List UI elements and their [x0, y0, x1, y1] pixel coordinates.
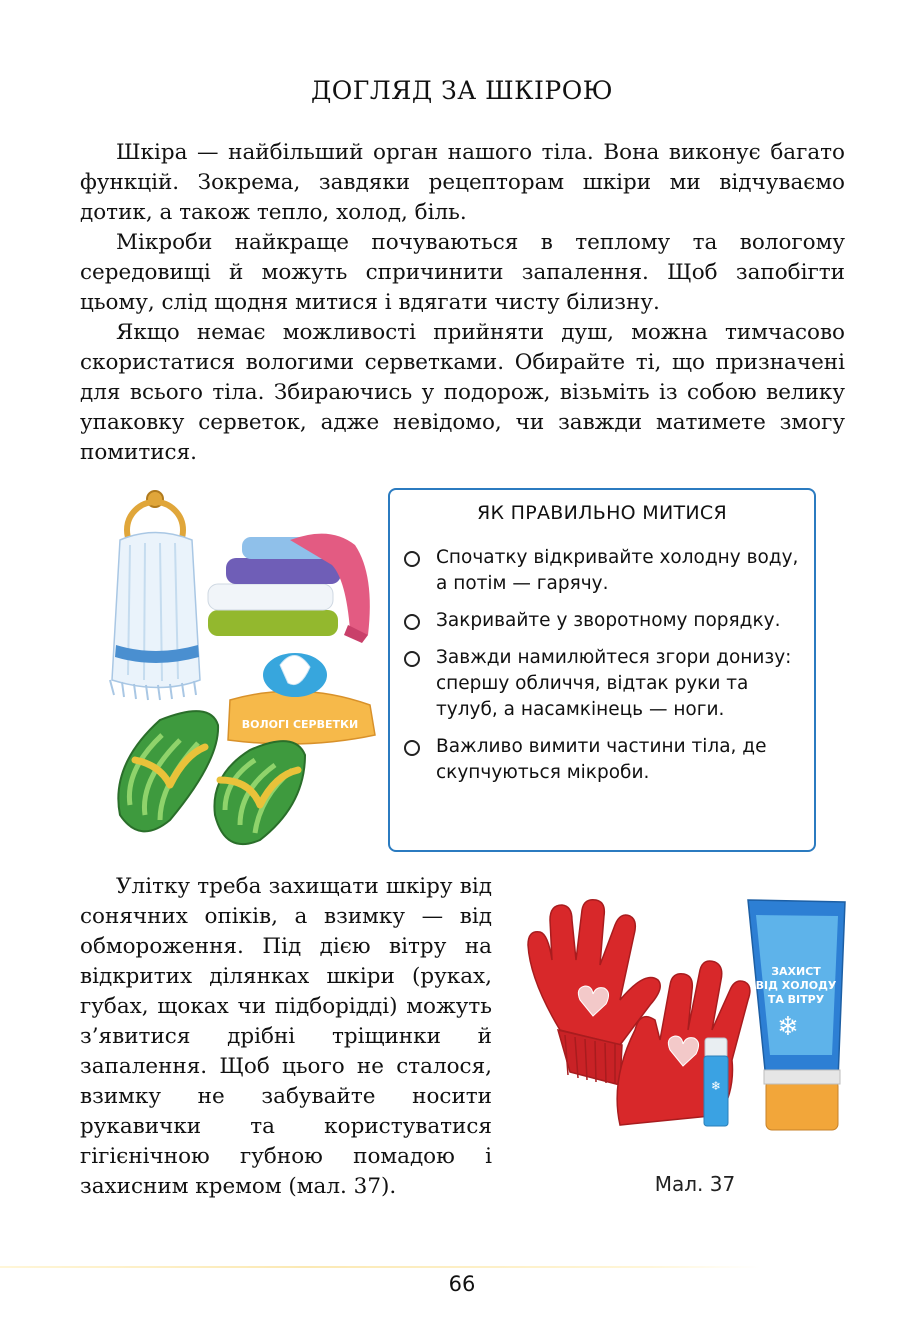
list-item: Завжди намилюйтеся згори донизу: спершу обличчя, відтак руки та тулуб, а насамкінець — ноги.	[404, 645, 804, 723]
svg-text:❄: ❄	[777, 1012, 799, 1042]
washing-rules-box	[388, 488, 816, 852]
washing-rules-list	[404, 545, 804, 797]
wipes-label: ВОЛОГІ СЕРВЕТКИ	[241, 718, 359, 731]
folded-towels-icon	[208, 534, 370, 643]
list-item: Важливо вимити частини тіла, де скупчуються мікроби.	[404, 734, 804, 786]
page-title: ДОГЛЯД ЗА ШКІРОЮ	[310, 76, 614, 105]
paragraph-microbes: Мікроби найкраще почуваються в теплому та вологому середовищі й можуть спричинити запалення. Щоб запобігти цьому, слід щодня митися і вдягати чисту білизну.	[80, 230, 845, 315]
circle-bullet-icon	[404, 614, 420, 630]
list-item: Спочатку відкривайте холодну воду, а потім — гарячу.	[404, 545, 804, 597]
svg-text:❄: ❄	[710, 1079, 722, 1093]
paragraph-winter-protection: Улітку треба захищати шкіру від сонячних опіків, а взимку — від обмороження. Під дією вітру на відкритих ділянках шкіри (руках, губах, щоках чи підборідді) можуть з’явитися дрібні тріщинки й запалення. Щоб цього не сталося, взимку не забувайте носити рукавички та користуватися гігієнічною губною помадою і захисним кремом (мал. 37).	[80, 874, 492, 1199]
cream-label-line-3: ТА ВІТРУ	[767, 993, 825, 1006]
hygiene-items-illustration	[100, 485, 380, 865]
cream-label-line-1: ЗАХИСТ	[771, 965, 821, 978]
figure-caption: Мал. 37	[654, 1172, 736, 1196]
paragraph-skin-function: Шкіра — найбільший орган нашого тіла. Вона виконує багато функцій. Зокрема, завдяки рецепторам шкіри ми відчуваємо дотик, а також тепло, холод, біль.	[80, 140, 845, 225]
towel-ring-icon	[110, 491, 200, 700]
footer-divider	[0, 1266, 760, 1268]
cream-label-line-2: ВІД ХОЛОДУ	[755, 979, 837, 992]
list-item: Закривайте у зворотному порядку.	[404, 608, 804, 634]
winter-protection-illustration	[520, 890, 850, 1140]
wet-wipes-icon	[228, 653, 375, 744]
box-title: ЯК ПРАВИЛЬНО МИТИСЯ	[477, 502, 727, 524]
circle-bullet-icon	[404, 740, 420, 756]
page-number: 66	[448, 1272, 476, 1296]
cream-tube-icon	[748, 900, 845, 1130]
circle-bullet-icon	[404, 551, 420, 567]
circle-bullet-icon	[404, 651, 420, 667]
lip-balm-icon	[704, 1038, 728, 1126]
paragraph-wet-wipes: Якщо немає можливості прийняти душ, можна тимчасово скористатися вологими серветками. Обирайте ті, що призначені для всього тіла. Збираючись у подорож, візьміть із собою велику упаковку серветок, адже невідомо, чи завжди матимете змогу помитися.	[80, 320, 845, 465]
